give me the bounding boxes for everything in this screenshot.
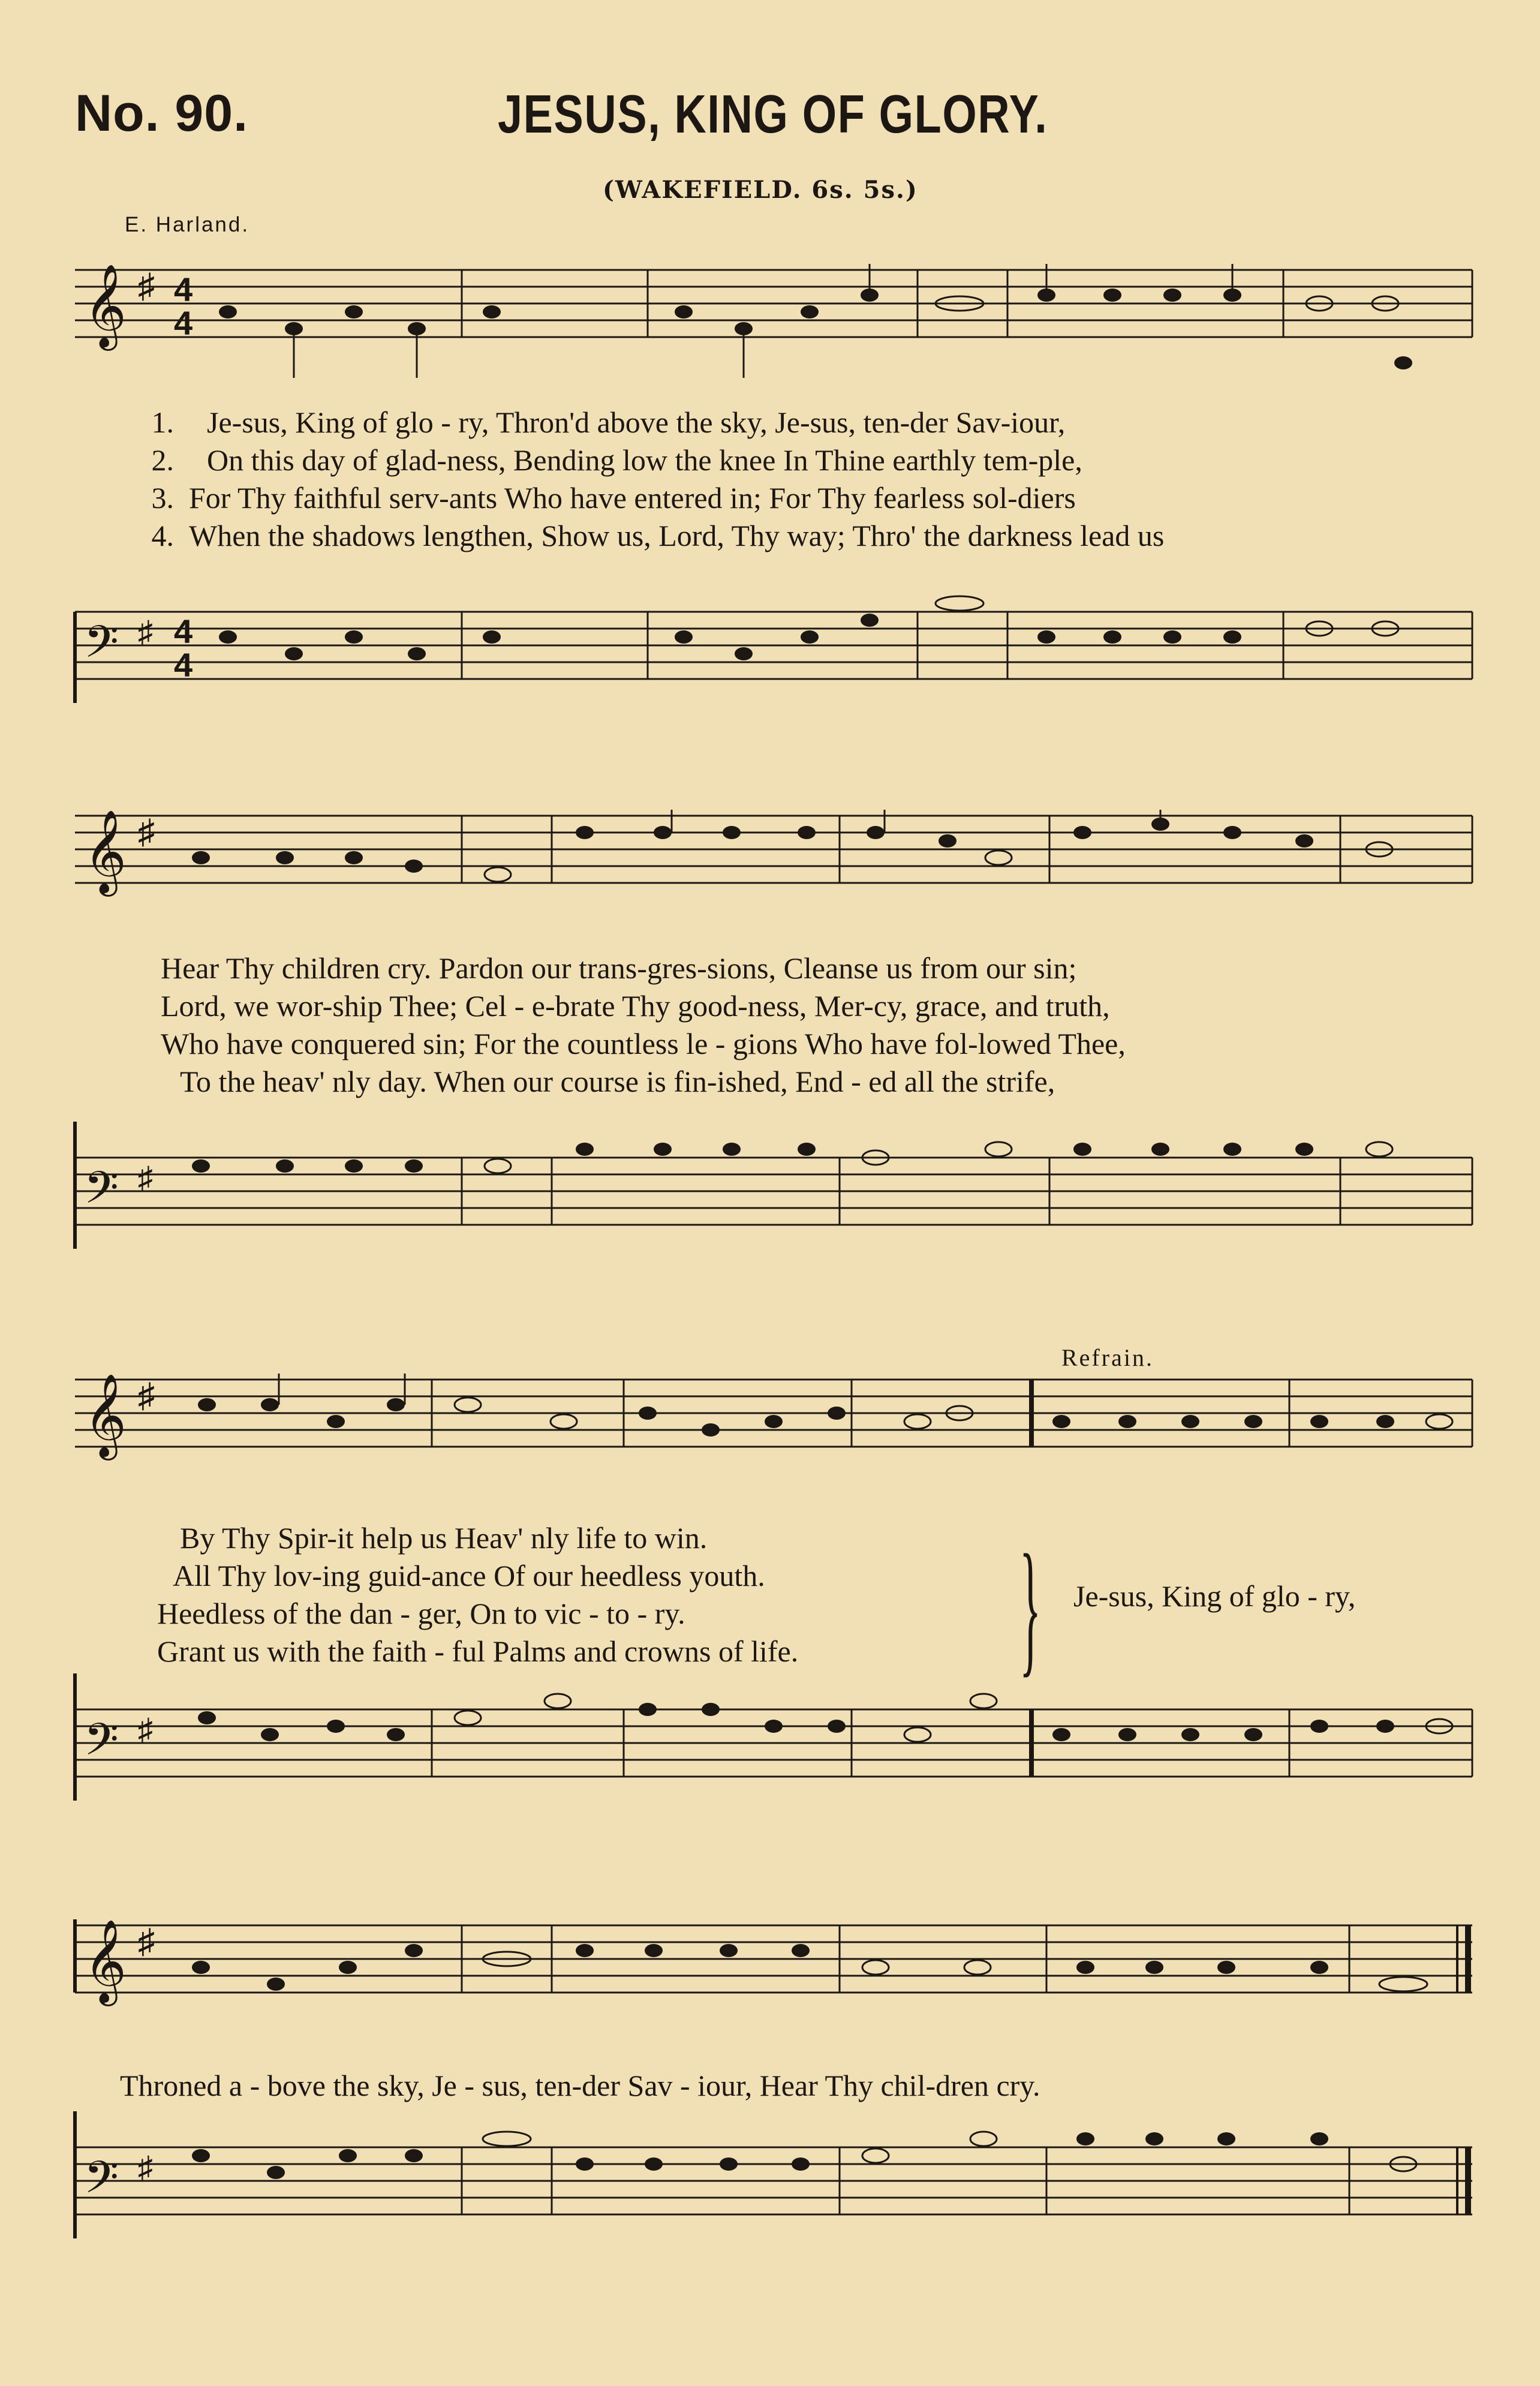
lyric-line: Grant us with the faith - ful Palms and crowns of life. xyxy=(157,1634,799,1668)
lyric-line: By Thy Spir-it help us Heav' nly life to win. xyxy=(180,1521,708,1555)
lyric-line: When the shadows lengthen, Show us, Lord, Thy way; Thro' the darkness lead us xyxy=(189,519,1165,552)
lyric-line: Who have conquered sin; For the countless le - gions Who have fol-lowed Thee, xyxy=(161,1027,1126,1060)
svg-text:♯: ♯ xyxy=(138,1922,155,1960)
verse-number-4: 4. xyxy=(151,519,174,552)
svg-text:♯: ♯ xyxy=(138,812,155,850)
verse-number-2: 2. xyxy=(151,443,174,477)
composer-name: E. Harland. xyxy=(125,213,250,236)
verse-number-1: 1. xyxy=(151,405,174,439)
lyric-line: Lord, we wor-ship Thee; Cel - e-brate Thy good-ness, Mer-cy, grace, and truth, xyxy=(161,989,1110,1023)
verse-brace: } xyxy=(1019,1524,1041,1690)
svg-text:4: 4 xyxy=(174,271,193,308)
svg-text:𝄢: 𝄢 xyxy=(84,2151,119,2214)
treble-staff-1 xyxy=(0,264,1540,420)
treble-staff-4 xyxy=(0,1919,1540,2057)
svg-text:4: 4 xyxy=(174,612,193,650)
verse-number-3: 3. xyxy=(151,481,174,515)
svg-text:♯: ♯ xyxy=(138,1712,153,1746)
svg-text:𝄢: 𝄢 xyxy=(84,1714,119,1777)
svg-text:♯: ♯ xyxy=(138,266,155,304)
svg-text:4: 4 xyxy=(174,304,193,342)
svg-text:𝄞: 𝄞 xyxy=(84,810,127,893)
lyric-line: Throned a - bove the sky, Je - sus, ten-der Sav - iour, Hear Thy chil-dren cry. xyxy=(120,2069,1040,2102)
lyric-line: All Thy lov-ing guid-ance Of our heedless youth. xyxy=(173,1559,765,1592)
svg-text:♯: ♯ xyxy=(138,615,153,648)
svg-text:𝄢: 𝄢 xyxy=(84,616,119,679)
svg-text:4: 4 xyxy=(174,646,193,684)
svg-text:♯: ♯ xyxy=(138,1161,153,1194)
hymn-title: JESUS, KING OF GLORY. xyxy=(498,85,1048,145)
lyric-line: For Thy faithful serv-ants Who have entered in; For Thy fearless sol-diers xyxy=(189,481,1076,515)
svg-text:𝄞: 𝄞 xyxy=(84,264,127,347)
refrain-lyric: Je-sus, King of glo - ry, xyxy=(1073,1579,1356,1613)
svg-text:♯: ♯ xyxy=(138,1376,155,1414)
svg-text:𝄞: 𝄞 xyxy=(84,1919,127,2003)
svg-text:♯: ♯ xyxy=(138,2150,153,2184)
tune-name: (WAKEFIELD. 6s. 5s.) xyxy=(603,176,918,204)
svg-text:𝄢: 𝄢 xyxy=(84,1162,119,1225)
lyric-line: To the heav' nly day. When our course is fin-ished, End - ed all the strife, xyxy=(180,1065,1055,1098)
bass-staff-4 xyxy=(0,2111,1540,2267)
lyric-line: Hear Thy children cry. Pardon our trans-gres-sions, Cleanse us from our sin; xyxy=(161,951,1077,985)
lyric-line: On this day of glad-ness, Bending low the knee In Thine earthly tem-ple, xyxy=(207,443,1082,477)
bass-staff-2 xyxy=(0,1122,1540,1254)
lyric-line: Je-sus, King of glo - ry, Thron'd above the sky, Je-sus, ten-der Sav-iour, xyxy=(207,405,1066,439)
bass-staff-1 xyxy=(0,576,1540,714)
refrain-label: Refrain. xyxy=(1061,1344,1154,1371)
svg-text:𝄞: 𝄞 xyxy=(84,1374,127,1457)
treble-staff-2 xyxy=(0,810,1540,948)
lyric-line: Heedless of the dan - ger, On to vic - to - ry. xyxy=(157,1597,685,1630)
treble-staff-3 xyxy=(0,1374,1540,1511)
bass-staff-3 xyxy=(0,1673,1540,1811)
hymn-number: No. 90. xyxy=(75,85,248,142)
